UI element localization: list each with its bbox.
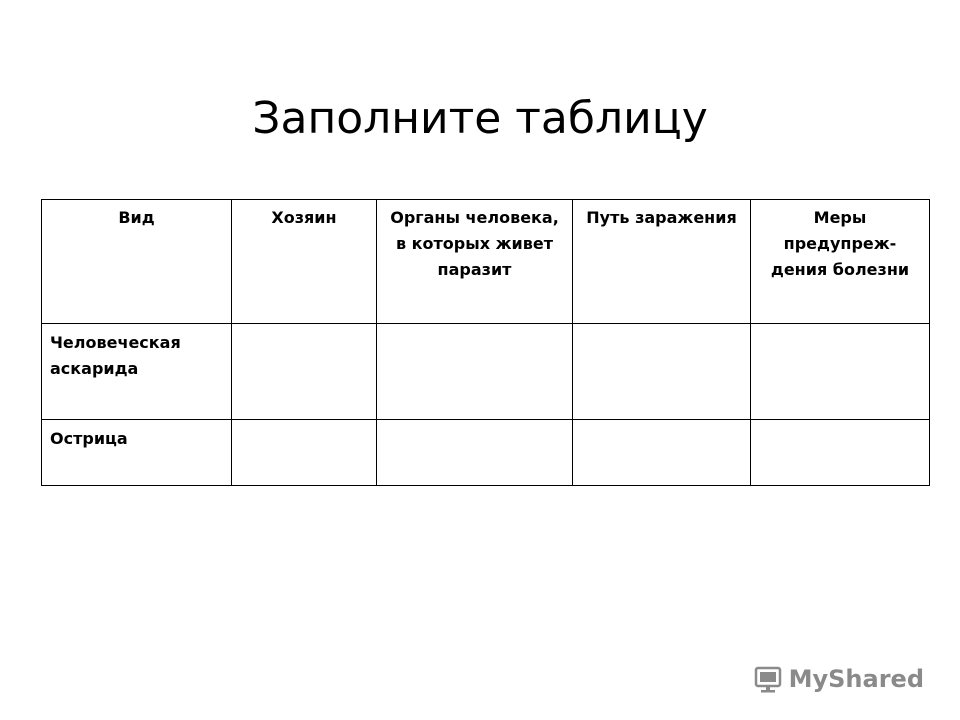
cell-organs [377, 420, 573, 486]
table-header-row [42, 200, 930, 324]
cell-infection-path [573, 420, 751, 486]
worksheet-table-container [41, 199, 929, 486]
worksheet-table [41, 199, 930, 486]
cell-host [232, 324, 377, 420]
column-header-prevention: Меры предупреж-дения болезни [751, 200, 930, 324]
column-header-species: Вид [42, 200, 232, 324]
watermark [753, 664, 924, 694]
table-row [42, 324, 930, 420]
table-row [42, 420, 930, 486]
cell-prevention [751, 324, 930, 420]
slide-title: Заполните таблицу [252, 93, 708, 145]
column-header-host: Хозяин [232, 200, 377, 324]
cell-species: Острица [42, 420, 232, 486]
cell-species: Человеческая аскарида [42, 324, 232, 420]
cell-prevention [751, 420, 930, 486]
cell-infection-path [573, 324, 751, 420]
cell-organs [377, 324, 573, 420]
myshared-logo-icon [753, 664, 783, 694]
column-header-organs: Органы человека, в которых живет паразит [377, 200, 573, 324]
watermark-text: MyShared [788, 665, 924, 693]
cell-host [232, 420, 377, 486]
column-header-infection-path: Путь заражения [573, 200, 751, 324]
